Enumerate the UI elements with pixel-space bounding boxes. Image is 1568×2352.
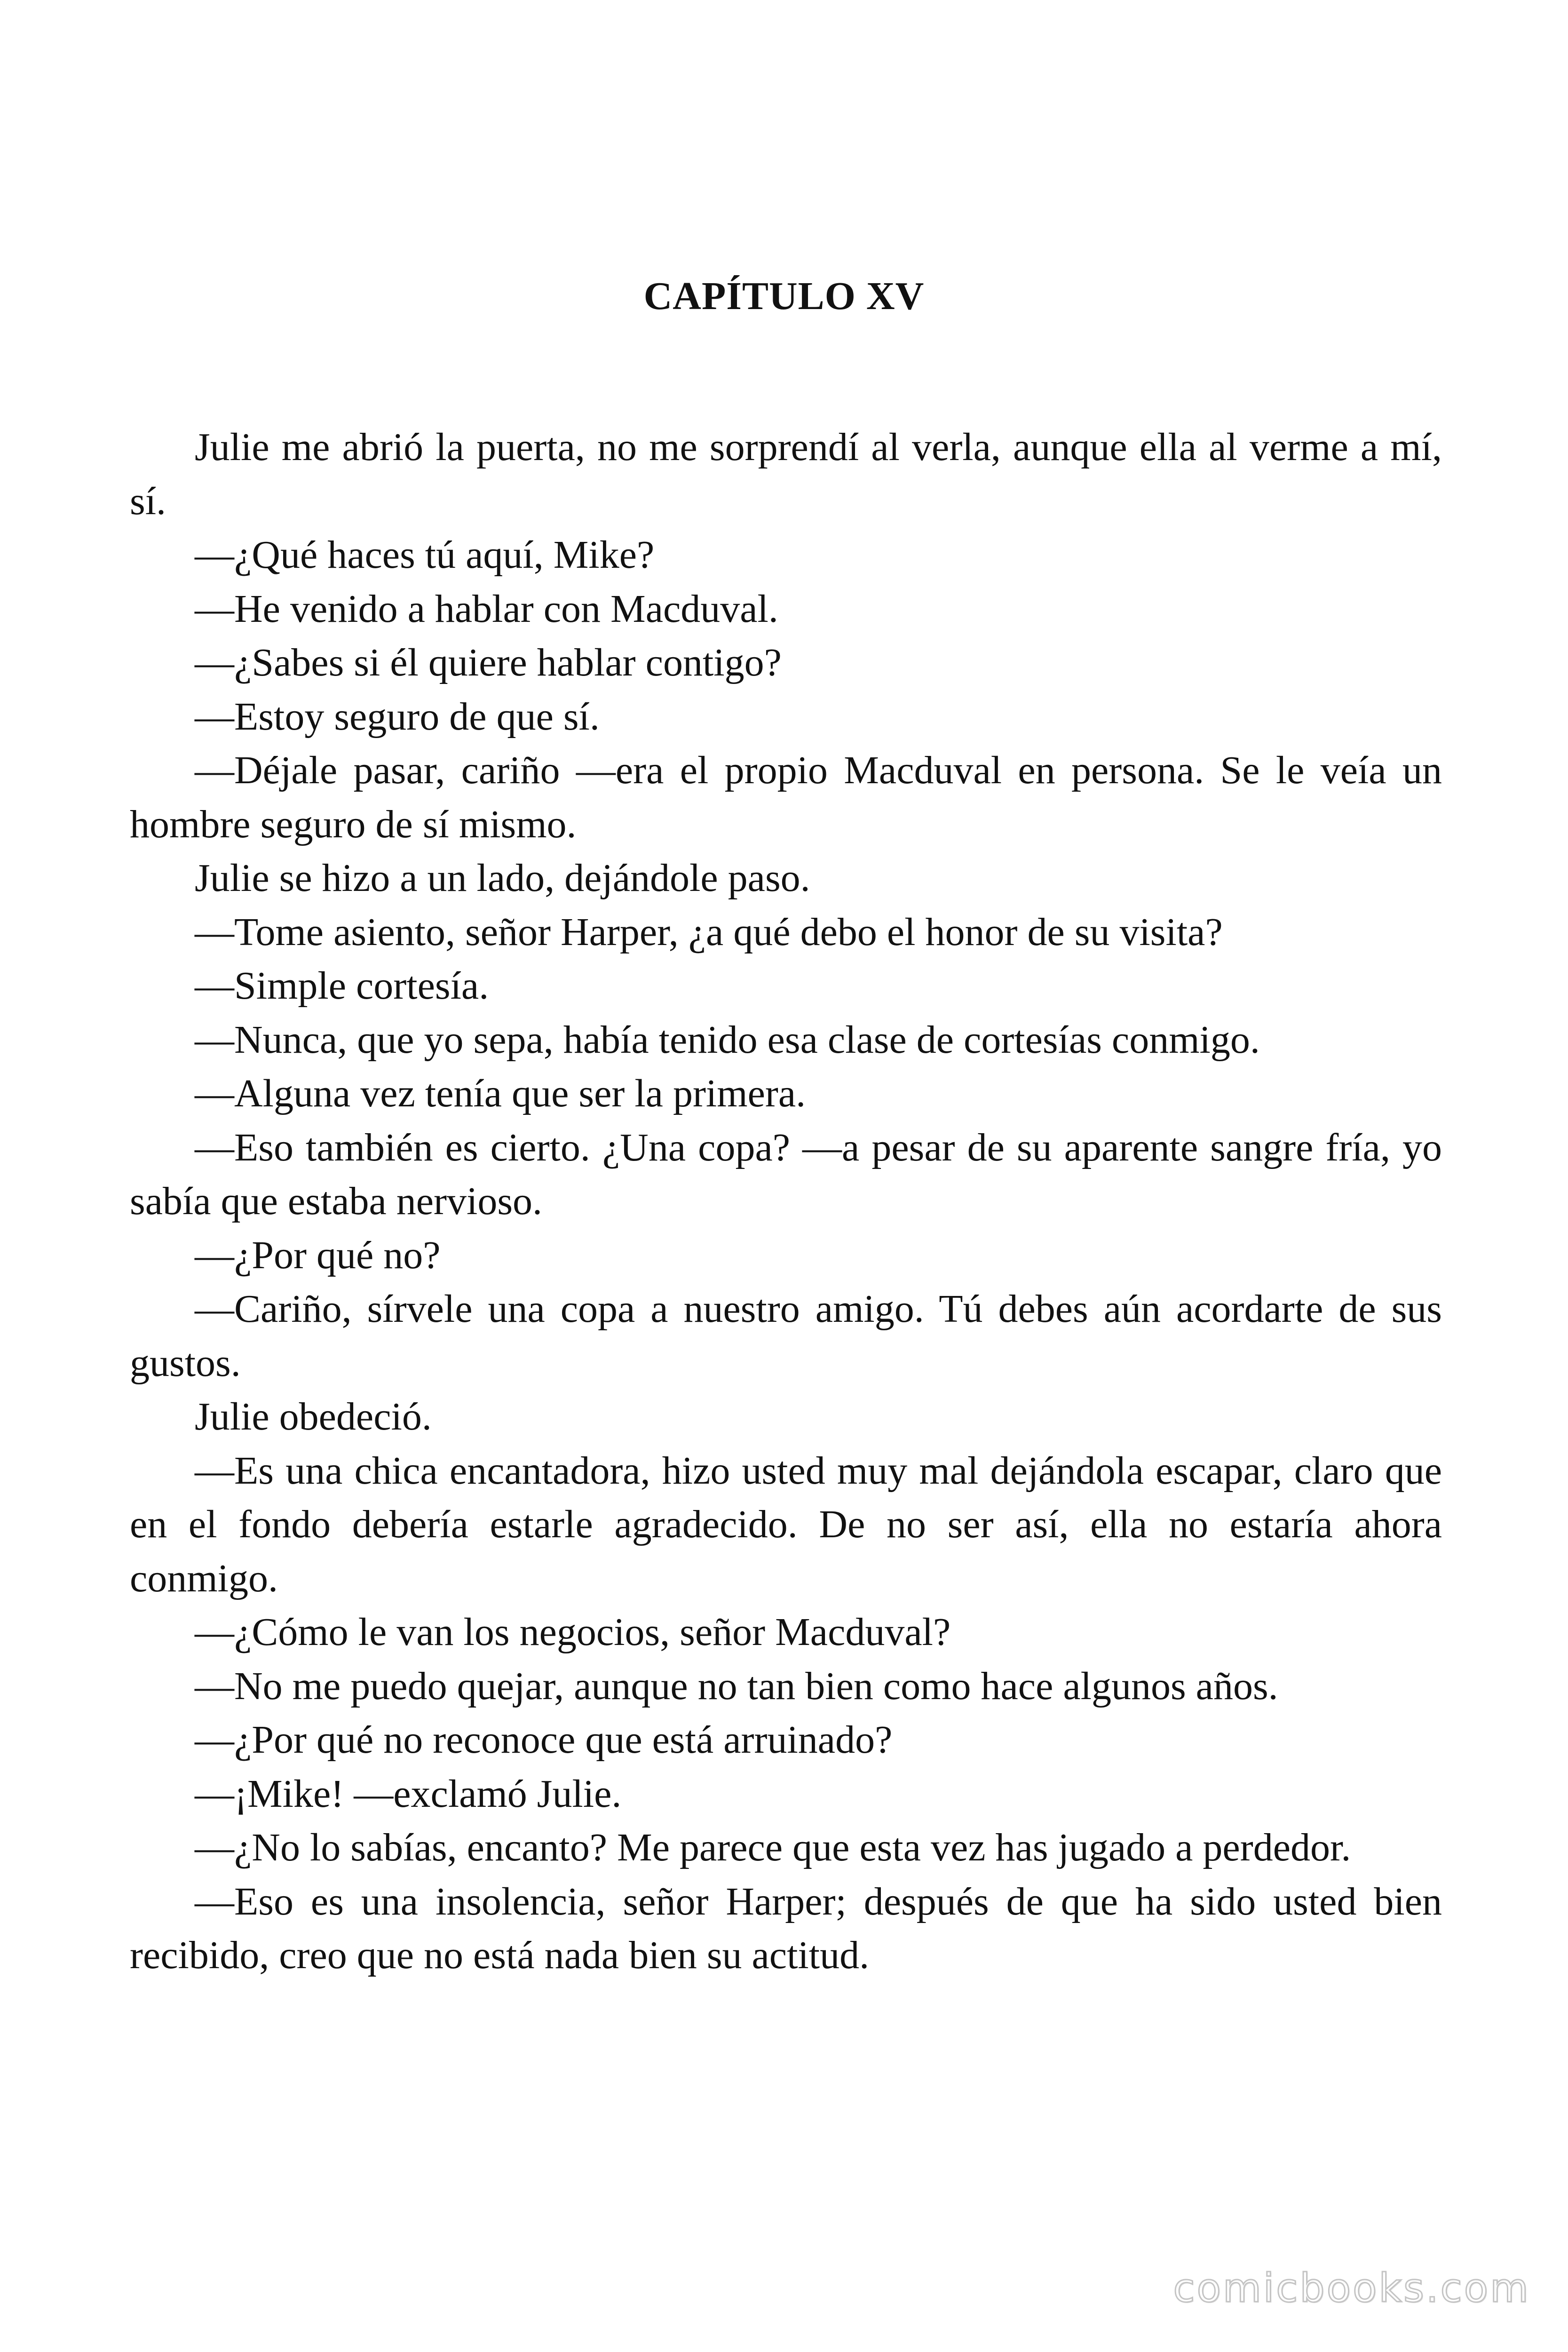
paragraph: —¿Por qué no reconoce que está arruinado? (195, 1718, 893, 1762)
paragraph: —¡Mike! —exclamó Julie. (195, 1772, 622, 1816)
chapter-title: CAPÍTULO XV (643, 274, 925, 318)
paragraph: —Es una chica encantadora, hizo usted muy mal dejándola escapar, claro que en el fondo debería estarle agradecido. De no ser así, ella no estaría ahora conmigo. (130, 1448, 1442, 1600)
paragraph: —Alguna vez tenía que ser la primera. (195, 1072, 806, 1115)
paragraph: Julie se hizo a un lado, dejándole paso. (195, 856, 810, 900)
paragraph: —¿Cómo le van los negocios, señor Macduval? (195, 1610, 951, 1654)
chapter-body (130, 421, 1442, 1983)
paragraph: —¿Por qué no? (195, 1233, 441, 1277)
paragraph: —Tome asiento, señor Harper, ¿a qué debo el honor de su visita? (195, 910, 1223, 954)
paragraph: —¿Sabes si él quiere hablar contigo? (195, 641, 782, 684)
watermark: comicbooks.com (1173, 2265, 1530, 2311)
paragraph: —Nunca, que yo sepa, había tenido esa clase de cortesías conmigo. (195, 1017, 1260, 1062)
paragraph: —¿Qué haces tú aquí, Mike? (195, 533, 655, 577)
paragraph: —Eso es una insolencia, señor Harper; después de que ha sido usted bien recibido, creo que no está nada bien su actitud. (130, 1879, 1442, 1977)
paragraph: —Cariño, sírvele una copa a nuestro amigo. Tú debes aún acordarte de sus gustos. (130, 1287, 1442, 1385)
paragraph: Julie obedeció. (195, 1395, 432, 1438)
paragraph: —Eso también es cierto. ¿Una copa? —a pesar de su aparente sangre fría, yo sabía que estaba nervioso. (130, 1125, 1442, 1223)
paragraph: —Déjale pasar, cariño —era el propio Macduval en persona. Se le veía un hombre seguro de sí mismo. (130, 748, 1442, 846)
paragraph: Julie me abrió la puerta, no me sorprendí al verla, aunque ella al verme a mí, sí. (130, 425, 1442, 523)
paragraph: —No me puedo quejar, aunque no tan bien como hace algunos años. (195, 1664, 1278, 1708)
paragraph: —¿No lo sabías, encanto? Me parece que esta vez has jugado a perdedor. (195, 1826, 1351, 1869)
paragraph: —Estoy seguro de que sí. (195, 694, 600, 739)
paragraph: —He venido a hablar con Macduval. (195, 587, 778, 631)
paragraph: —Simple cortesía. (195, 964, 489, 1008)
